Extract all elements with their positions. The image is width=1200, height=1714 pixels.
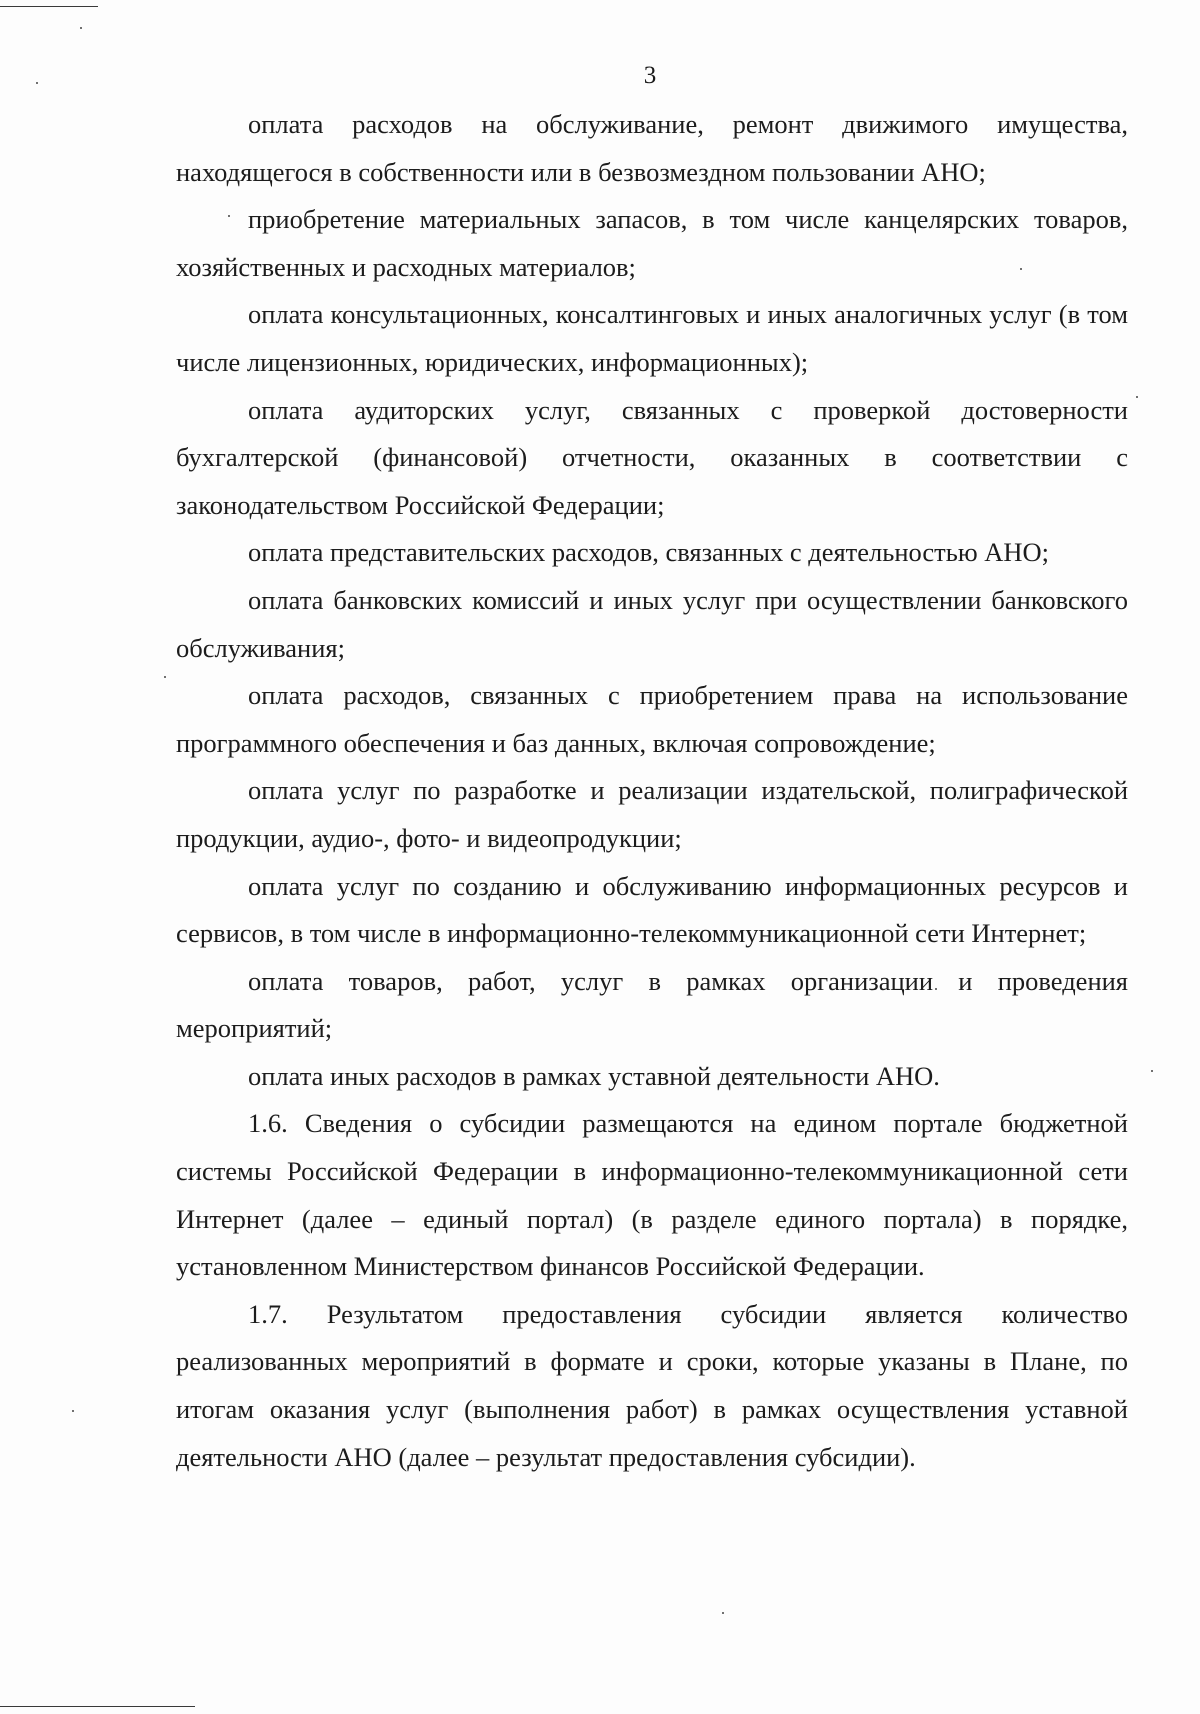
paragraph: оплата консультационных, консалтинговых и иных аналогичных услуг (в том числе лицензионных, юридических, информационных); bbox=[176, 299, 1128, 377]
scan-speck bbox=[164, 676, 166, 678]
document-body bbox=[176, 101, 1128, 1481]
scan-speck bbox=[1151, 1070, 1153, 1072]
paragraph: оплата расходов, связанных с приобретением права на использование программного обеспечения и баз данных, включая сопровождение; bbox=[176, 680, 1128, 758]
paragraph: оплата услуг по разработке и реализации издательской, полиграфической продукции, аудио-, фото- и видеопродукции; bbox=[176, 775, 1128, 853]
scan-edge-line bbox=[0, 6, 98, 7]
scan-speck bbox=[72, 1410, 74, 1412]
paragraph: оплата товаров, работ, услуг в рамках организации и проведения мероприятий; bbox=[176, 965, 1128, 1044]
scan-speck bbox=[722, 1612, 724, 1614]
paragraph-section-1-6: 1.6. Сведения о субсидии размещаются на едином портале бюджетной системы Российской Федерации в информационно-телекоммуникационной сети Интернет (далее – единый портал) (в разделе единого портала) в порядке, установленном Министерством финансов Российской Федерации. bbox=[176, 1108, 1128, 1282]
paragraph: оплата представительских расходов, связанных с деятельностью АНО; bbox=[248, 537, 1050, 568]
paragraph-section-1-7: 1.7. Результатом предоставления субсидии является количество реализованных мероприятий в формате и сроки, которые указаны в Плане, по итогам оказания услуг (выполнения работ) в рамках осуществления уставной деятельности АНО (далее – результат предоставления субсидии). bbox=[176, 1298, 1128, 1472]
scan-speck bbox=[1136, 396, 1138, 398]
paragraph: оплата иных расходов в рамках уставной деятельности АНО. bbox=[248, 1060, 940, 1091]
scan-speck bbox=[80, 27, 82, 29]
paragraph: оплата аудиторских услуг, связанных с проверкой достоверности бухгалтерской (финансовой) отчетности, оказанных в соответствии с законодательством Российской Федерации; bbox=[176, 394, 1128, 520]
page-number: 3 bbox=[643, 62, 657, 89]
paragraph: приобретение материальных запасов, в том числе канцелярских товаров, хозяйственных и расходных материалов; bbox=[176, 204, 1128, 282]
paragraph: оплата услуг по созданию и обслуживанию информационных ресурсов и сервисов, в том числе в информационно-телекоммуникационной сети Интернет; bbox=[176, 870, 1128, 949]
paragraph: оплата расходов на обслуживание, ремонт движимого имущества, находящегося в собственности или в безвозмездном пользовании АНО; bbox=[176, 109, 1128, 187]
paragraph: оплата банковских комиссий и иных услуг при осуществлении банковского обслуживания; bbox=[176, 584, 1128, 663]
scan-edge-line bbox=[0, 1706, 195, 1707]
